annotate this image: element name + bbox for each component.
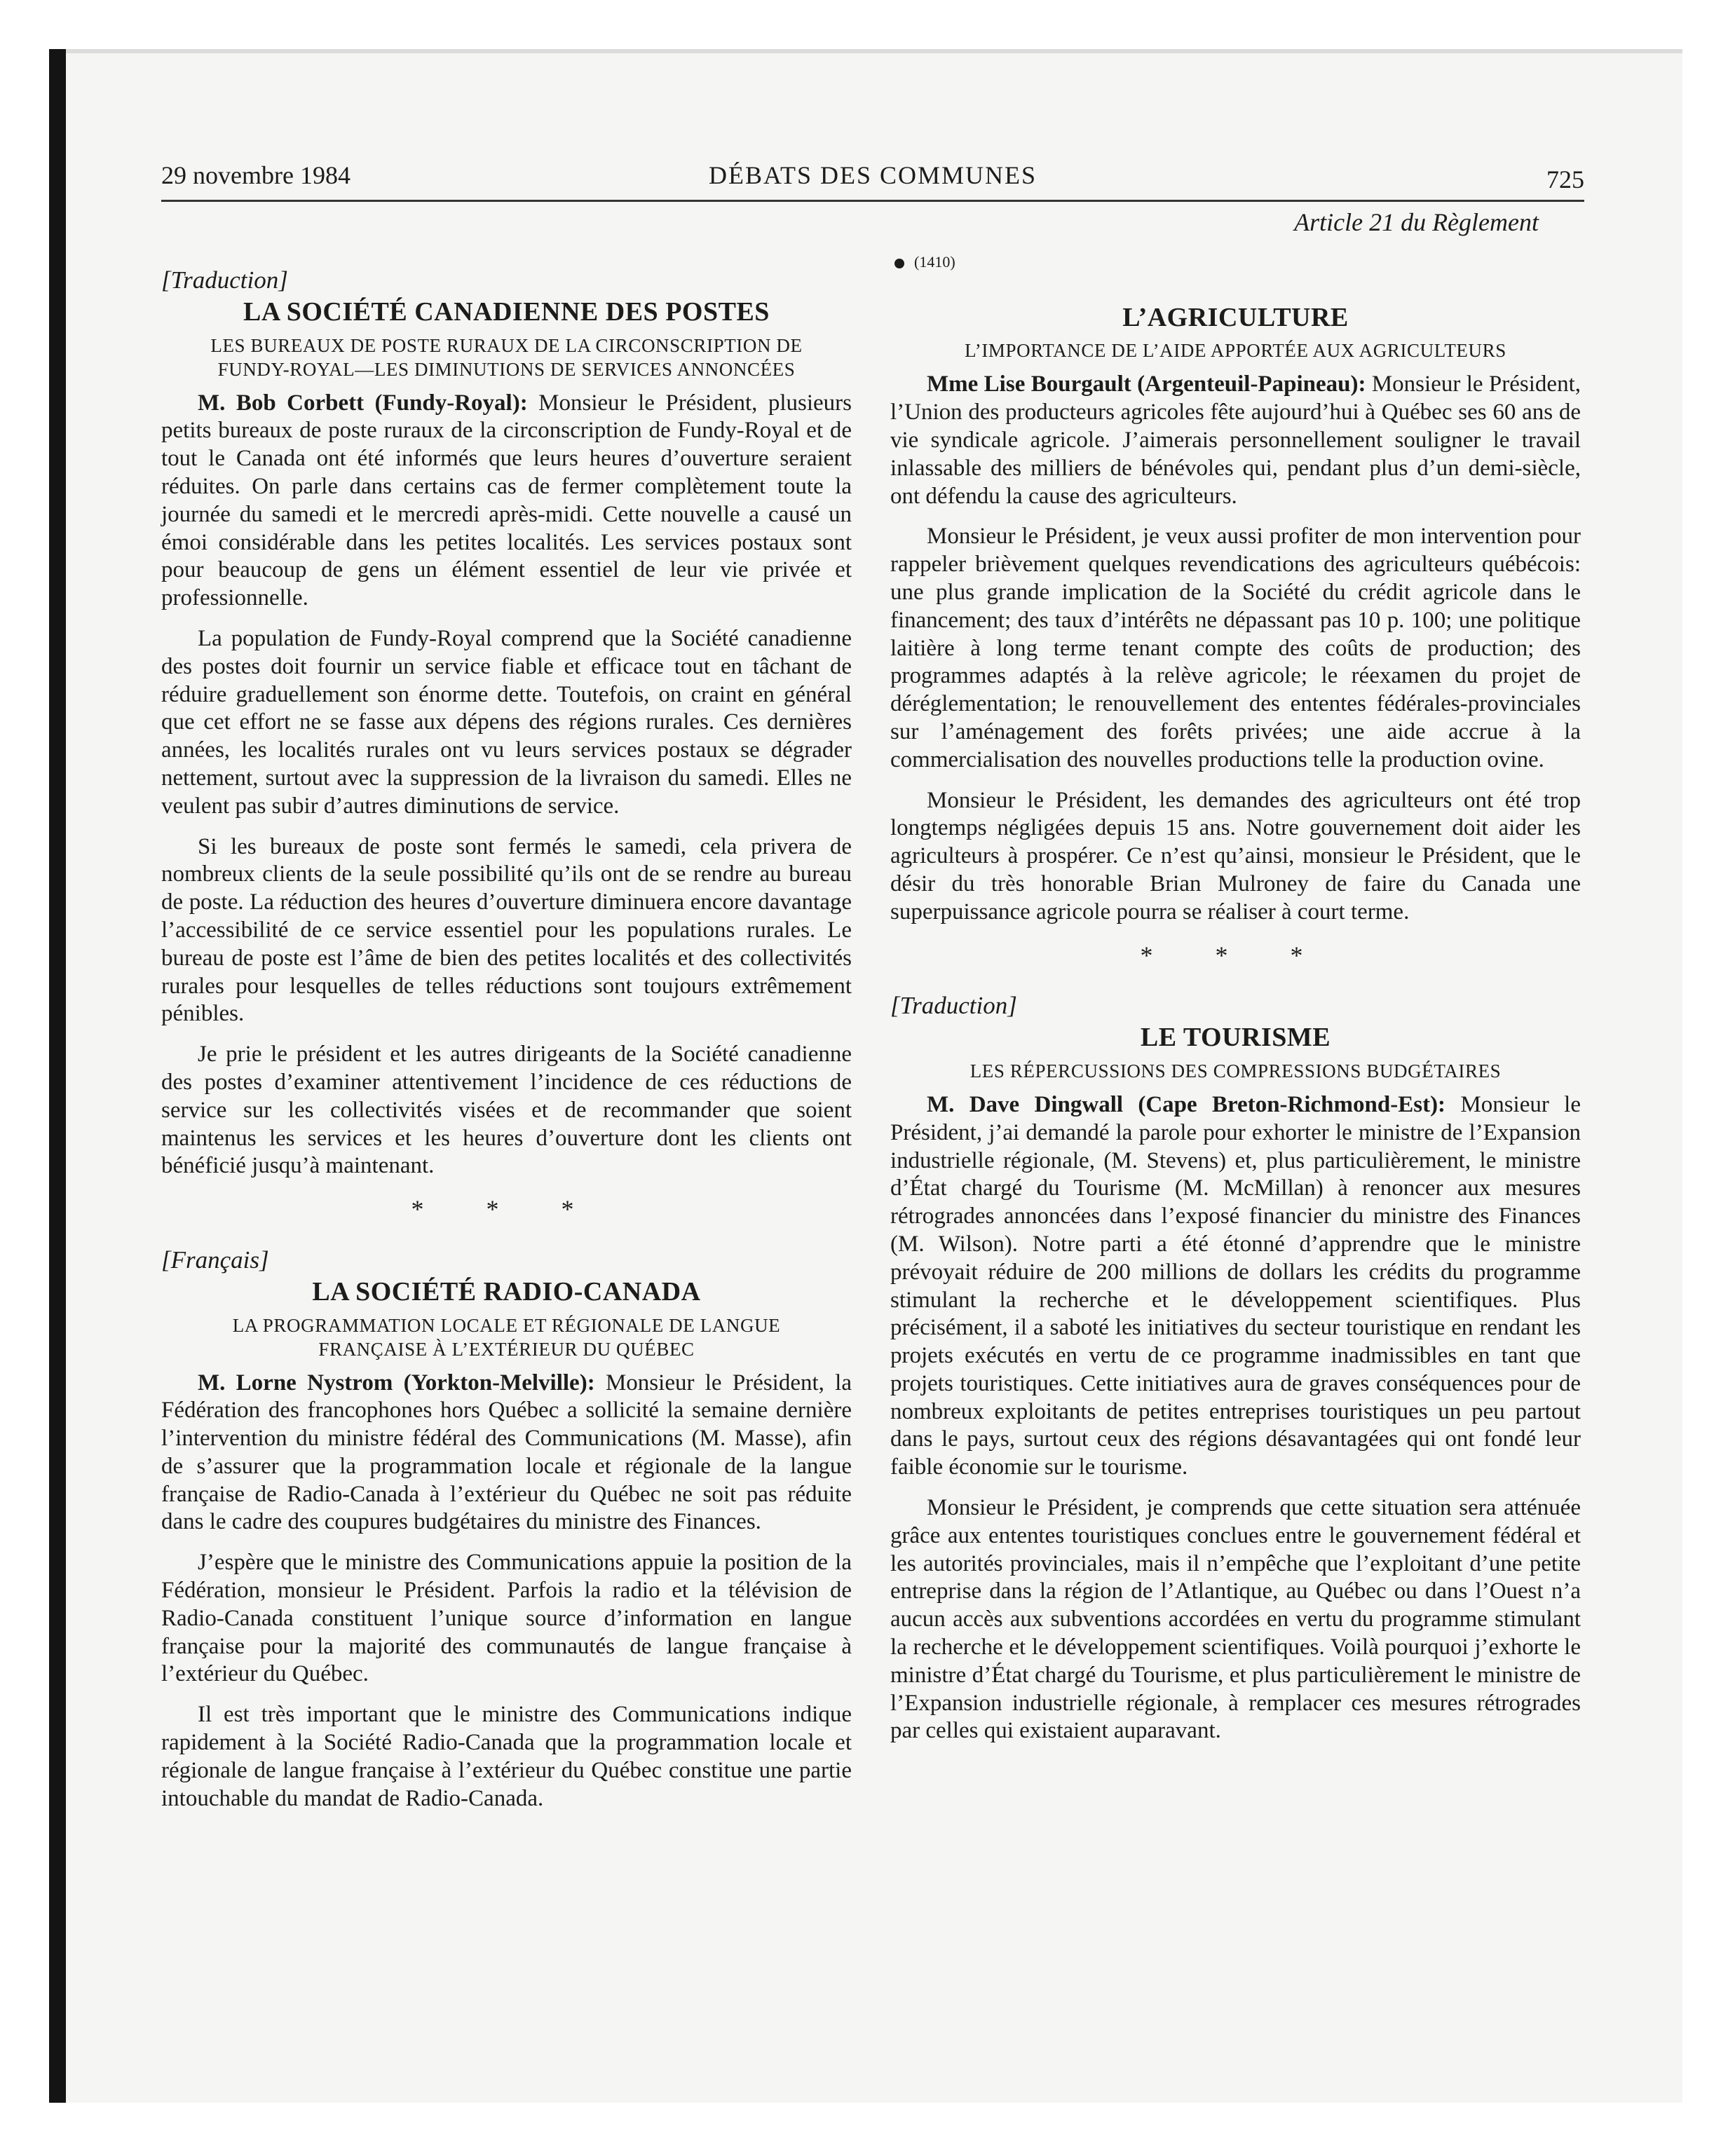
paragraph: Si les bureaux de poste sont fermés le samedi, cela privera de nombreux clients de la seule possibilité qu’ils ont de se rendre au bureau de poste. La réduction des heures d’ouverture diminuera encore davantage l’accessibilité de ce service essentiel pour les populations rurales. Le bureau de poste est l’âme de bien des petites localités et des collectivités rurales pour lesquelles de telles réductions sont toujours extrêmement pénibles.	[161, 833, 852, 1027]
scan-edge-left	[49, 49, 66, 2103]
paragraph-text: Monsieur le Président, la Fédération des francophones hors Québec a sollicité la semaine dernière l’intervention du ministre fédéral des Communications (M. Masse), afin de s’assurer que la programmation locale et régionale de la langue française de Radio-Canada à l’extérieur du Québec ne soit pas réduite dans le cadre des coupures budgétaires du ministre des Finances.	[161, 1370, 852, 1535]
time-marker	[894, 248, 1581, 276]
left-column	[161, 210, 852, 1825]
section-title: LA SOCIÉTÉ RADIO-CANADA	[312, 1276, 701, 1306]
section-title: L’AGRICULTURE	[1122, 302, 1349, 332]
paragraph	[890, 1091, 1581, 1482]
paragraph: Monsieur le Président, je veux aussi profiter de mon intervention pour rappeler brièvement quelques revendications des agriculteurs québécois: une plus grande implication de la Société du crédit agricole dans le financement; des taux d’intérêts ne dépassant pas 10 p. 100; une politique laitière à long terme tenant compte des coûts de production; des programmes adaptés à la relève agricole; le réexamen du projet de déréglementation; le renouvellement des ententes fédérales-provinciales sur l’aménagement des forêts privées; une aide accrue à la commercialisation des nouvelles productions telle la production ovine.	[890, 524, 1581, 772]
language-note: [Traduction]	[161, 266, 288, 294]
speaker-name: M. Dave Dingwall (Cape Breton-Richmond-Est):	[927, 1091, 1446, 1117]
paragraph-text: Monsieur le Président, plusieurs petits bureaux de poste ruraux de la circonscription de Fundy-Royal et de tout le Canada ont été informés que leurs heures d’ouverture seraient réduites. On parle dans certains cas de fermer complètement toute la journée du samedi et le mercredi après-midi. Cette nouvelle a causé un émoi considérable dans les petites localités. Les services postaux sont pour beaucoup de gens un élément essentiel de leur vie privée et professionnelle.	[161, 390, 852, 611]
section-subtitle: L’IMPORTANCE DE L’AIDE APPORTÉE AUX AGRICULTEURS	[965, 340, 1506, 362]
header-date: 29 novembre 1984	[161, 161, 351, 189]
section-title: LA SOCIÉTÉ CANADIENNE DES POSTES	[243, 296, 770, 327]
section-subtitle: LA PROGRAMMATION LOCALE ET RÉGIONALE DE LANGUE FRANÇAISE À L’EXTÉRIEUR DU QUÉBEC	[232, 1314, 781, 1360]
language-note: [Français]	[161, 1246, 269, 1274]
page-number: 725	[1546, 165, 1584, 193]
time-text: (1410)	[914, 252, 955, 271]
speaker-name: M. Lorne Nystrom (Yorkton-Melville):	[198, 1370, 595, 1396]
paragraph: La population de Fundy-Royal comprend que la Société canadienne des postes doit fournir un service fiable et efficace tout en tâchant de réduire graduellement son énorme dette. Toutefois, on craint en général que cet effort ne se fasse aux dépens des régions rurales. Ces dernières années, les localités rurales ont vu leurs services postaux se dégrader nettement, surtout avec la suppression de la livraison du samedi. Elles ne veulent pas subir d’autres diminutions de service.	[161, 625, 852, 819]
bullet-icon	[894, 259, 904, 268]
page-header	[161, 158, 1584, 202]
speaker-name: M. Bob Corbett (Fundy-Royal):	[198, 390, 528, 416]
language-note: [Traduction]	[890, 992, 1017, 1020]
section-separator: * * *	[1140, 941, 1331, 969]
paragraph	[161, 390, 852, 613]
paragraph: Je prie le président et les autres dirigeants de la Société canadienne des postes d’examiner attentivement l’incidence de ces réductions de service sur les collectivités visées et de recommander que soient maintenus les services et les heures d’ouverture dont les clients ont bénéficié jusqu’à maintenant.	[161, 1042, 852, 1179]
paragraph-text: Monsieur le Président, j’ai demandé la parole pour exhorter le ministre de l’Expansion industrielle régionale, (M. Stevens) et, plus particulièrement, le ministre d’État chargé du Tourisme (M. McMillan) à renoncer aux mesures rétrogrades annoncées dans l’exposé financier du ministre des Finances (M. Wilson). Notre parti a été étonné d’apprendre que le ministre prévoyait réduire de 200 millions de dollars les crédits du programme stimulant la recherche et le développement scientifiques. Plus précisément, il a saboté les initiatives du secteur touristique en rendant les projets exécutés en vertu de ce programme inadmissibles en tant que projets touristiques. Cette initiatives aura de graves conséquences pour de nombreux exploitants de petites entreprises touristiques un peu partout dans le pays, surtout ceux des régions désavantagées qui ont fondé leur faible économie sur le tourisme.	[890, 1091, 1581, 1480]
paragraph: J’espère que le ministre des Communications appuie la position de la Fédération, monsieur le Président. Parfois la radio et la télévision de Radio-Canada constituent l’unique source d’information en langue française pour la majorité des communautés de langue française à l’extérieur du Québec.	[161, 1550, 852, 1687]
section-title: LE TOURISME	[1140, 1023, 1331, 1053]
standing-order-rubric: Article 21 du Règlement	[1294, 208, 1539, 236]
section-subtitle: LES RÉPERCUSSIONS DES COMPRESSIONS BUDGÉTAIRES	[969, 1060, 1502, 1082]
right-column	[890, 210, 1581, 1758]
paragraph: Monsieur le Président, les demandes des agriculteurs ont été trop longtemps négligées depuis 15 ans. Notre gouvernement doit aider les agriculteurs à prospérer. Ce n’est qu’ainsi, monsieur le Président, que le désir du très honorable Brian Mulroney de faire du Canada une superpuissance agricole pourra se réaliser à court terme.	[890, 787, 1581, 925]
paragraph	[161, 1370, 852, 1537]
header-title: DÉBATS DES COMMUNES	[708, 161, 1037, 189]
speaker-name: Mme Lise Bourgault (Argenteuil-Papineau):	[927, 371, 1366, 397]
paragraph-text: Monsieur le Président, l’Union des producteurs agricoles fête aujourd’hui à Québec ses 60 ans de vie syndicale agricole. J’aimerais personnellement souligner le travail inlassable des milliers de bénévoles qui, pendant plus d’un demi-siècle, ont défendu la cause des agriculteurs.	[890, 371, 1581, 509]
section-separator: * * *	[411, 1195, 602, 1224]
paragraph: Il est très important que le ministre des Communications indique rapidement à la Société Radio-Canada que la programmation locale et régionale de langue française à l’extérieur du Québec constitue une partie intouchable du mandat de Radio-Canada.	[161, 1702, 852, 1811]
paragraph: Monsieur le Président, je comprends que cette situation sera atténuée grâce aux ententes touristiques conclues entre le gouvernement fédéral et les autorités provinciales, mais il n’empêche que l’exploitant d’une petite entreprise dans la région de l’Atlantique, au Québec ou dans l’Ouest n’a aucun accès aux subventions accordées en vertu du programme stimulant la recherche et le développement scientifiques. Voilà pourquoi j’exhorte le ministre d’État chargé du Tourisme, et plus particulièrement le ministre de l’Expansion industrielle régionale, à remplacer ces mesures rétrogrades par celles qui existaient auparavant.	[890, 1495, 1581, 1744]
section-subtitle: LES BUREAUX DE POSTE RURAUX DE LA CIRCONSCRIPTION DE FUNDY-ROYAL—LES DIMINUTIONS DE SERVICES ANNONCÉES	[210, 334, 803, 380]
paragraph	[890, 371, 1581, 510]
